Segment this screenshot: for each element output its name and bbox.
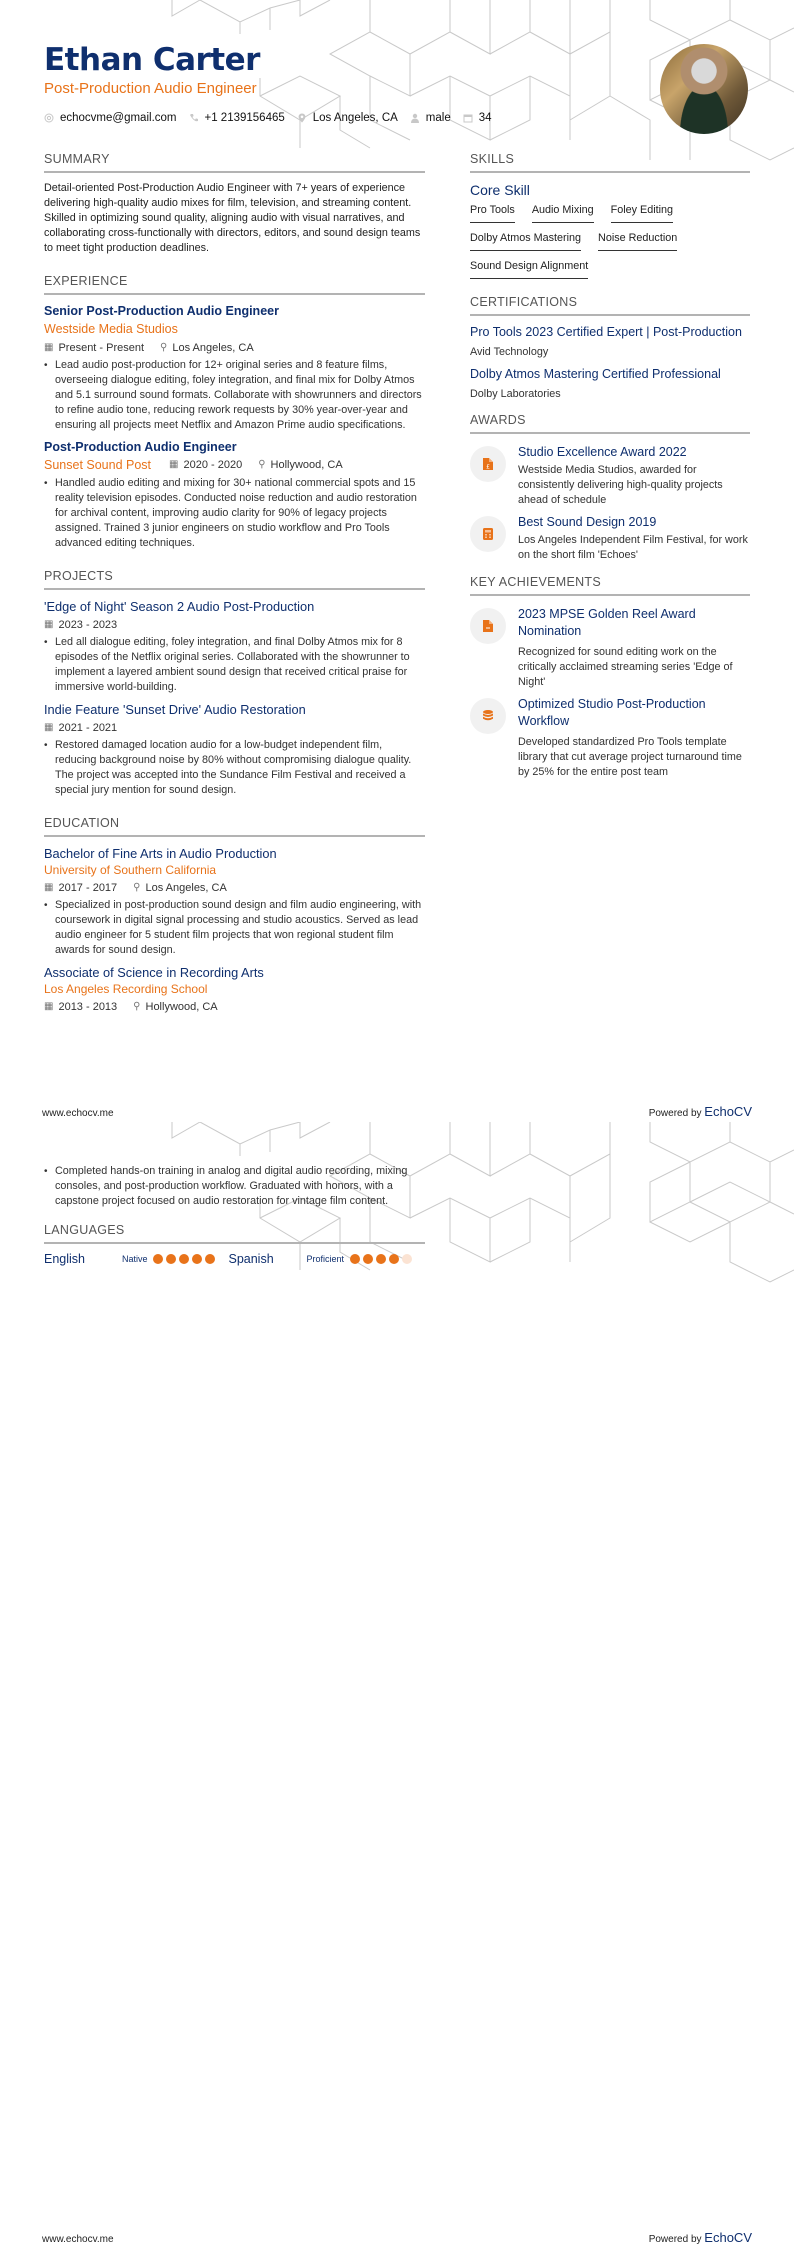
candidate-name: Ethan Carter xyxy=(44,42,260,78)
powered-by: Powered by EchoCV xyxy=(648,2230,752,2245)
experience-item xyxy=(44,439,425,551)
email-icon xyxy=(44,113,54,123)
project-dates: 2023 - 2023 xyxy=(58,619,118,631)
skill-group-title: Core Skill xyxy=(470,182,530,198)
projects-section xyxy=(44,569,425,798)
location-value: Los Angeles, CA xyxy=(312,112,398,124)
left-column xyxy=(44,152,425,1017)
languages-section xyxy=(44,1223,425,1266)
achievement-description: Recognized for sound editing work on the critically acclaimed streaming series 'Edge of Night' xyxy=(518,646,733,688)
certification-item xyxy=(470,366,750,401)
certification-item xyxy=(470,324,750,359)
right-column xyxy=(470,152,750,786)
job-meta xyxy=(44,340,425,356)
left-column-continued xyxy=(44,1164,425,1266)
experience-heading: EXPERIENCE xyxy=(44,274,425,295)
skill-tag: Foley Editing xyxy=(611,203,673,223)
job-meta xyxy=(44,456,425,474)
project-bullet: • Led all dialogue editing, foley integration, and final Dolby Atmos mix for 8 episodes of the Netflix original series. Collaborated with the showrunner to implement a layered ambient sound design that received critical praise for immersive world-building. xyxy=(44,636,410,693)
experience-section xyxy=(44,274,425,551)
phone-icon xyxy=(189,113,199,123)
achievements-section xyxy=(470,575,750,780)
language-level: Native xyxy=(121,1254,148,1264)
website-link[interactable]: www.echocv.me xyxy=(42,2234,114,2245)
achievement-item xyxy=(470,696,750,780)
project-title: Indie Feature 'Sunset Drive' Audio Restoration xyxy=(44,702,306,717)
svg-text:£: £ xyxy=(486,463,490,471)
resume-header xyxy=(44,42,624,124)
candidate-title: Post-Production Audio Engineer xyxy=(44,80,257,97)
project-bullet: • Restored damaged location audio for a low-budget independent film, reducing background noise by 80% without compromising dialogue quality. The project was accepted into the Sundance Film Festival and received a special jury mention for sound design. xyxy=(44,739,412,796)
calendar-icon xyxy=(463,113,473,123)
skill-tag: Sound Design Alignment xyxy=(470,259,588,279)
brand-name: EchoCV xyxy=(704,2230,752,2245)
brand-name: EchoCV xyxy=(704,1104,752,1119)
job-title: Post-Production Audio Engineer xyxy=(44,440,237,454)
contact-phone[interactable] xyxy=(189,112,285,124)
achievements-heading: KEY ACHIEVEMENTS xyxy=(470,575,750,596)
page-footer xyxy=(42,2230,752,2245)
education-dates: 2013 - 2013 xyxy=(58,1001,118,1013)
age-value: 34 xyxy=(478,112,492,124)
school-name: Los Angeles Recording School xyxy=(44,982,208,996)
calendar-icon: ▦ xyxy=(169,459,179,470)
awards-section xyxy=(470,413,750,563)
location-icon xyxy=(297,113,307,123)
skill-tag: Noise Reduction xyxy=(598,231,677,251)
proficiency-dots xyxy=(153,1254,218,1264)
education-location: Hollywood, CA xyxy=(145,1001,218,1013)
contact-location xyxy=(297,112,398,124)
job-title: Senior Post-Production Audio Engineer xyxy=(44,304,279,318)
education-dates: 2017 - 2017 xyxy=(58,882,118,894)
location-icon: ⚲ xyxy=(160,342,168,353)
proficiency-dots xyxy=(350,1254,415,1264)
calendar-icon: ▦ xyxy=(44,342,54,353)
language-name: Spanish xyxy=(228,1252,274,1266)
award-title: Studio Excellence Award 2022 xyxy=(518,445,687,459)
project-item xyxy=(44,598,425,695)
award-description: Los Angeles Independent Film Festival, for work on the short film 'Echoes' xyxy=(518,534,748,561)
awards-heading: AWARDS xyxy=(470,413,750,434)
skills-heading: SKILLS xyxy=(470,152,750,173)
school-name: University of Southern California xyxy=(44,863,217,877)
language-list xyxy=(44,1252,425,1266)
certifications-heading: CERTIFICATIONS xyxy=(470,295,750,316)
project-item xyxy=(44,701,425,798)
language-level: Proficient xyxy=(306,1254,344,1264)
calendar-icon: ▦ xyxy=(44,619,54,630)
achievement-item xyxy=(470,606,750,690)
award-item xyxy=(470,514,750,563)
skill-tag: Pro Tools xyxy=(470,203,515,223)
file-icon xyxy=(470,608,506,644)
resume-page-2 xyxy=(0,1122,794,2246)
job-location: Hollywood, CA xyxy=(270,459,343,471)
company-name: Sunset Sound Post xyxy=(44,458,152,472)
job-dates: Present - Present xyxy=(58,342,145,354)
achievement-title: 2023 MPSE Golden Reel Award Nomination xyxy=(518,607,696,638)
website-link[interactable]: www.echocv.me xyxy=(42,1108,114,1119)
education-location: Los Angeles, CA xyxy=(145,882,227,894)
email-value: echocvme@gmail.com xyxy=(60,112,177,124)
powered-by: Powered by EchoCV xyxy=(648,1104,752,1119)
page-footer xyxy=(42,1104,752,1119)
achievement-title: Optimized Studio Post-Production Workflow xyxy=(518,697,706,728)
certification-title: Pro Tools 2023 Certified Expert | Post-Production xyxy=(470,325,742,339)
summary-heading: SUMMARY xyxy=(44,152,425,173)
project-dates: 2021 - 2021 xyxy=(58,722,118,734)
contact-email[interactable] xyxy=(44,112,177,124)
job-bullet: • Lead audio post-production for 12+ original series and 8 feature films, overseeing dialogue editing, foley integration, and final mix for Dolby Atmos and 5.1 surround sound formats. Collaborate with showrunners and directors to refine audio tone, reducing rework requests by 30% year-over-year and ensuring all projects meet Netflix and Amazon Prime audio specifications. xyxy=(44,359,422,431)
project-title: 'Edge of Night' Season 2 Audio Post-Production xyxy=(44,599,315,614)
company-name: Westside Media Studios xyxy=(44,322,178,336)
profile-photo xyxy=(660,44,748,134)
database-icon xyxy=(470,698,506,734)
contact-age xyxy=(463,112,492,124)
calendar-icon: ▦ xyxy=(44,1001,54,1012)
education-bullet: • Specialized in post-production sound design and film audio engineering, with coursework in digital signal processing and studio acoustics. Served as lead audio engineer for 5 student film projects that won regional student film awards for sound design. xyxy=(44,899,422,956)
award-description: Westside Media Studios, awarded for consistently delivering high-quality projects ahead of schedule xyxy=(518,464,723,506)
languages-heading: LANGUAGES xyxy=(44,1223,425,1244)
skill-tag: Dolby Atmos Mastering xyxy=(470,231,581,251)
education-heading: EDUCATION xyxy=(44,816,425,837)
job-location: Los Angeles, CA xyxy=(172,342,254,354)
job-bullet: • Handled audio editing and mixing for 30+ national commercial spots and 15 reality television episodes. Conducted noise reduction and audio restoration for archival content, improving audio clarity for 90% of legacy projects assigned. Trained 3 junior engineers on studio workflow and Pro Tools advanced editing techniques. xyxy=(44,477,417,549)
skill-tag: Audio Mixing xyxy=(532,203,594,223)
education-section xyxy=(44,816,425,1015)
calendar-icon: ▦ xyxy=(44,882,54,893)
document-icon xyxy=(470,446,506,482)
award-item xyxy=(470,444,750,508)
award-title: Best Sound Design 2019 xyxy=(518,515,657,529)
location-icon: ⚲ xyxy=(133,882,141,893)
calculator-icon xyxy=(470,516,506,552)
skill-list xyxy=(470,203,750,287)
summary-section xyxy=(44,152,425,256)
projects-heading: PROJECTS xyxy=(44,569,425,590)
location-icon: ⚲ xyxy=(133,1001,141,1012)
contact-list xyxy=(44,112,624,124)
education-bullet: • Completed hands-on training in analog and digital audio recording, mixing consoles, and post-production workflow. Graduated with honors, with a capstone project focused on audio restoration for vintage film content. xyxy=(44,1165,408,1207)
achievement-description: Developed standardized Pro Tools template library that cut average project turnaround time by 25% for the entire post team xyxy=(518,736,742,778)
certifications-section xyxy=(470,295,750,401)
certification-org: Dolby Laboratories xyxy=(470,388,561,400)
experience-item xyxy=(44,303,425,433)
contact-gender xyxy=(410,112,451,124)
person-icon xyxy=(410,113,420,123)
location-icon: ⚲ xyxy=(258,459,266,470)
skills-section xyxy=(470,152,750,287)
language-name: English xyxy=(44,1252,85,1266)
calendar-icon: ▦ xyxy=(44,722,54,733)
summary-text: Detail-oriented Post-Production Audio Engineer with 7+ years of experience delivering high-quality audio mixes for film, television, and streaming content. Skilled in optimizing sound quality, aligning audio with visual narratives, and collaborating cross-functionally with directors, editors, and sound design teams to meet tight production deadlines. xyxy=(44,182,421,254)
education-item xyxy=(44,964,425,1015)
job-dates: 2020 - 2020 xyxy=(183,459,243,471)
degree-title: Bachelor of Fine Arts in Audio Production xyxy=(44,846,277,861)
resume-page-1 xyxy=(0,0,794,1122)
certification-title: Dolby Atmos Mastering Certified Professional xyxy=(470,367,721,381)
certification-org: Avid Technology xyxy=(470,346,549,358)
gender-value: male xyxy=(425,112,451,124)
education-item xyxy=(44,845,425,958)
degree-title: Associate of Science in Recording Arts xyxy=(44,965,264,980)
phone-value: +1 2139156465 xyxy=(204,112,285,124)
